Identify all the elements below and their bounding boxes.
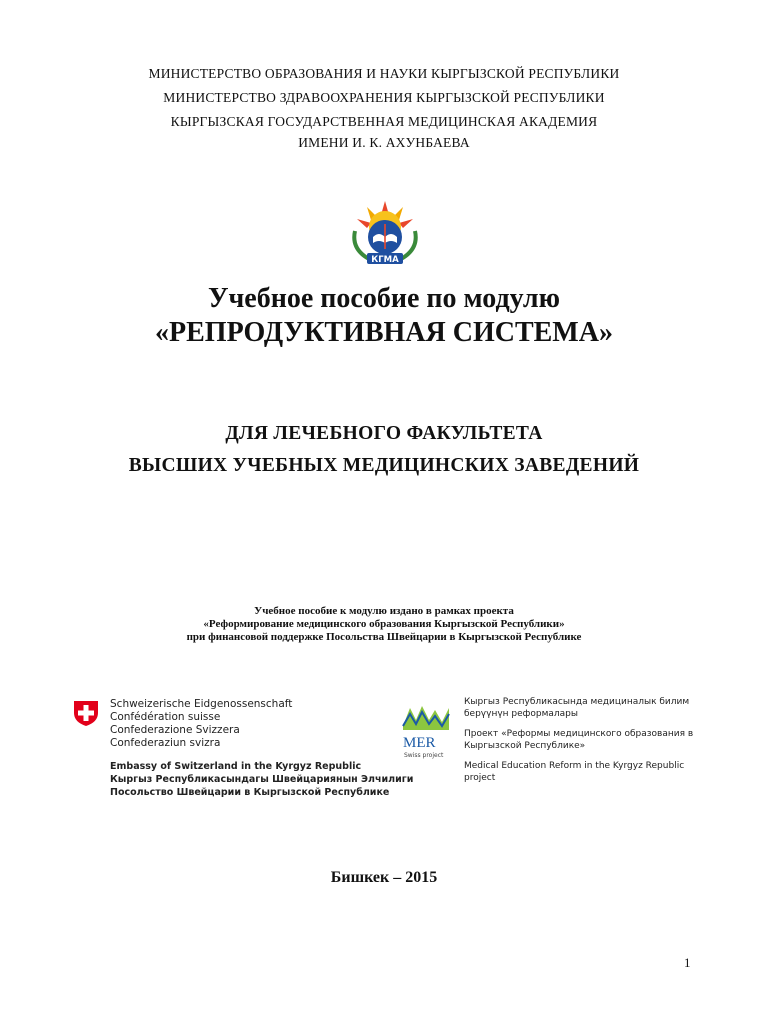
ministry-line-3: КЫРГЫЗСКАЯ ГОСУДАРСТВЕННАЯ МЕДИЦИНСКАЯ АКАДЕМИЯ <box>170 114 598 129</box>
embassy-name-en: Embassy of Switzerland in the Kyrgyz Republic <box>110 761 362 772</box>
subtitle-line-1: ДЛЯ ЛЕЧЕБНОГО ФАКУЛЬТЕТА <box>225 423 543 444</box>
swiss-name-rm: Confederaziun svizra <box>110 737 221 749</box>
ministry-line-2: МИНИСТЕРСТВО ЗДРАВООХРАНЕНИЯ КЫРГЫЗСКОЙ РЕСПУБЛИКИ <box>163 90 605 105</box>
funding-note-line-1: Учебное пособие к модулю издано в рамках проекта <box>254 605 514 617</box>
mer-mountains-icon <box>402 702 450 760</box>
ministry-header <box>0 62 768 155</box>
subtitle <box>0 418 768 482</box>
swiss-cross-icon <box>72 699 100 727</box>
mer-text-ky: Кыргыз Республикасында медициналык билим берүүнүн реформалары <box>464 697 690 719</box>
swiss-name-de: Schweizerische Eidgenossenschaft <box>110 698 293 710</box>
kgma-logo-text: КГМА <box>371 255 399 265</box>
kgma-emblem-icon <box>345 197 425 267</box>
mer-text-en: Medical Education Reform in the Kyrgyz Republic project <box>464 761 685 783</box>
mer-logo-text: MER <box>403 735 436 751</box>
embassy-names <box>110 760 413 799</box>
swiss-confederation-block <box>110 698 413 799</box>
ministry-line-1: МИНИСТЕРСТВО ОБРАЗОВАНИЯ И НАУКИ КЫРГЫЗСКОЙ РЕСПУБЛИКИ <box>148 66 620 81</box>
page-number: 1 <box>684 955 691 970</box>
ministry-line-4: ИМЕНИ И. К. АХУНБАЕВА <box>298 135 470 150</box>
embassy-name-ru: Посольство Швейцарии в Кыргызской Республике <box>110 787 390 798</box>
funding-note-line-3: при финансовой поддержке Посольства Швейцарии в Кыргызской Республике <box>186 631 582 643</box>
mer-project-block <box>464 696 696 792</box>
funding-note <box>0 605 768 644</box>
embassy-name-ky: Кыргыз Республикасындагы Швейцариянын Элчилиги <box>110 774 414 785</box>
funding-note-line-2: «Реформирование медицинского образования Кыргызской Республики» <box>203 618 565 630</box>
city-year: Бишкек – 2015 <box>330 869 438 886</box>
main-title-line-1: Учебное пособие по модулю <box>207 283 561 314</box>
swiss-name-fr: Confédération suisse <box>110 711 221 723</box>
main-title-line-2: «РЕПРОДУКТИВНАЯ СИСТЕМА» <box>155 317 613 348</box>
mer-text-ru: Проект «Реформы медицинского образования в Кыргызской Республике» <box>464 729 694 751</box>
swiss-name-it: Confederazione Svizzera <box>110 724 240 736</box>
mer-logo-subtext: Swiss project <box>404 752 444 759</box>
subtitle-line-2: ВЫСШИХ УЧЕБНЫХ МЕДИЦИНСКИХ ЗАВЕДЕНИЙ <box>128 455 640 476</box>
main-title <box>0 282 768 350</box>
